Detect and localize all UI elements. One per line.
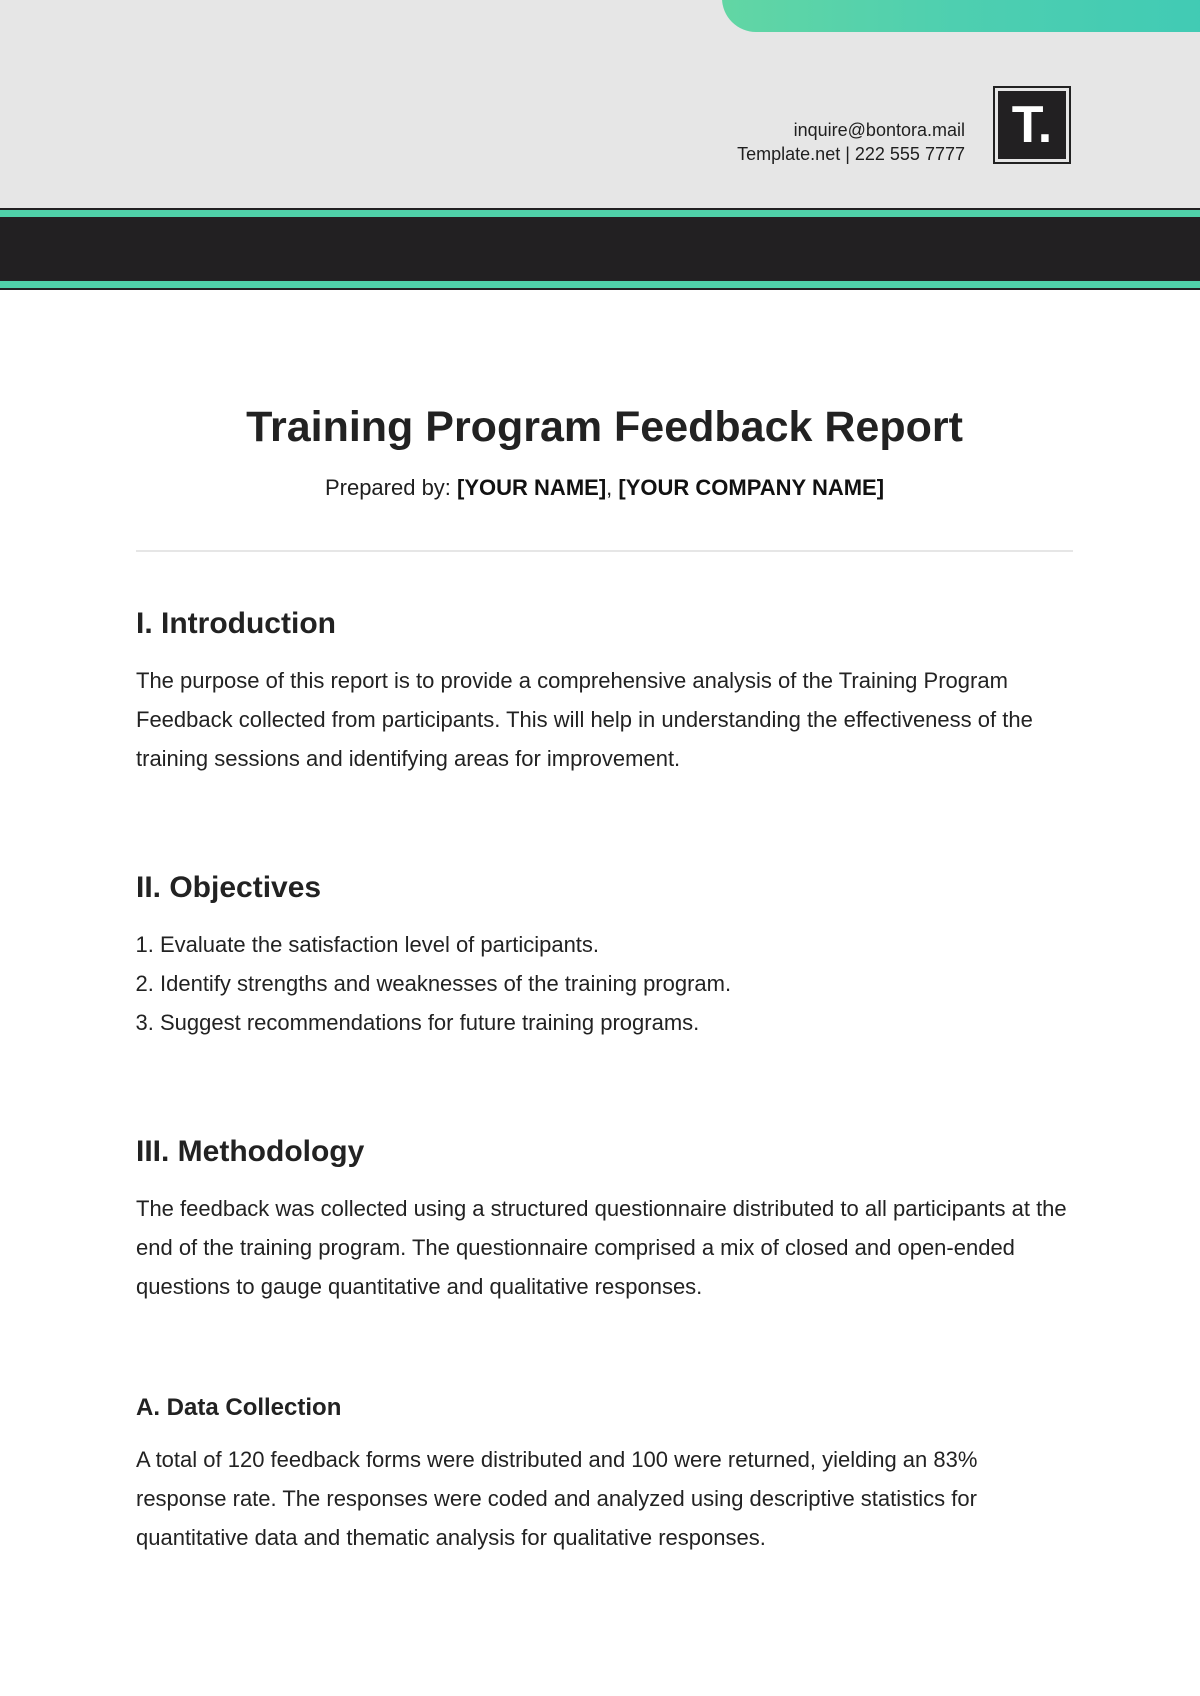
objective-item: 1. Evaluate the satisfaction level of participants. bbox=[160, 925, 1073, 964]
section-heading-introduction: I. Introduction bbox=[136, 607, 336, 640]
logo-letter-icon: T. bbox=[998, 91, 1066, 159]
contact-email[interactable]: inquire@bontora.mail bbox=[793, 120, 965, 140]
section-heading-objectives: II. Objectives bbox=[136, 871, 322, 904]
company-logo bbox=[993, 86, 1071, 164]
document-title: Training Program Feedback Report bbox=[246, 403, 963, 451]
contact-info bbox=[737, 118, 965, 166]
methodology-paragraph: The feedback was collected using a structured questionnaire distributed to all participants at the end of the training program. The questionnaire comprised a mix of closed and open-ended questions to gauge quantitative and qualitative responses. bbox=[136, 1196, 1067, 1299]
objectives-list bbox=[136, 925, 1073, 1042]
header-dark-band bbox=[0, 208, 1200, 290]
document-body bbox=[136, 395, 1073, 1557]
introduction-paragraph: The purpose of this report is to provide a comprehensive analysis of the Training Program Feedback collected from participants. This will help in understanding the effectiveness of the training sessions and identifying areas for improvement. bbox=[136, 668, 1033, 771]
prepared-by-line bbox=[136, 473, 1073, 503]
objective-item: 2. Identify strengths and weaknesses of the training program. bbox=[160, 964, 1073, 1003]
band-accent-line-bottom bbox=[0, 281, 1200, 288]
band-accent-line-top bbox=[0, 210, 1200, 217]
objective-item: 3. Suggest recommendations for future training programs. bbox=[160, 1003, 1073, 1042]
prepared-by-company: [YOUR COMPANY NAME] bbox=[618, 475, 885, 500]
prepared-by-label: Prepared by: bbox=[324, 475, 451, 500]
prepared-by-name: [YOUR NAME] bbox=[457, 475, 607, 500]
subsection-heading-data-collection: A. Data Collection bbox=[136, 1394, 342, 1421]
contact-website-phone: Template.net | 222 555 7777 bbox=[737, 144, 965, 164]
title-divider bbox=[136, 550, 1073, 552]
data-collection-paragraph: A total of 120 feedback forms were distributed and 100 were returned, yielding an 83% response rate. The responses were coded and analyzed using descriptive statistics for quantitative data and thematic analysis for qualitative responses. bbox=[136, 1447, 978, 1550]
page-header bbox=[0, 0, 1200, 210]
header-accent-shape bbox=[722, 0, 1200, 32]
section-heading-methodology: III. Methodology bbox=[136, 1135, 365, 1168]
prepared-by-separator: , bbox=[606, 475, 613, 500]
